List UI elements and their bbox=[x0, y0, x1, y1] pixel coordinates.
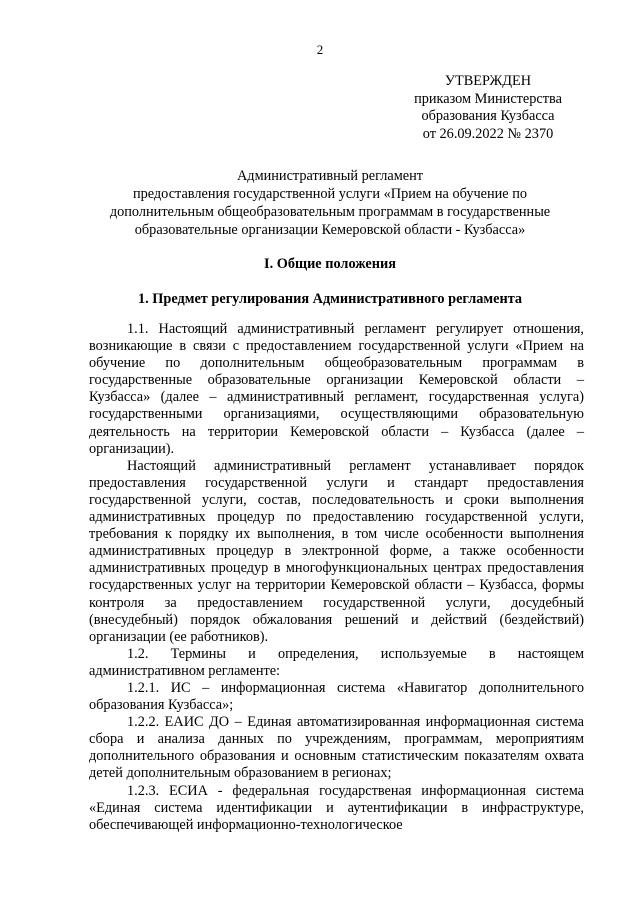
title-line: дополнительным общеобразовательным программам в государственные bbox=[109, 204, 551, 220]
paragraph: 1.2. Термины и определения, используемые в настоящем административном регламенте: bbox=[89, 645, 584, 679]
approval-line: образования Кузбасса bbox=[421, 108, 555, 124]
body-text bbox=[89, 321, 584, 834]
paragraph: 1.2.1. ИС – информационная система «Навигатор дополнительного образования Кузбасса»; bbox=[89, 679, 584, 714]
paragraph: 1.2.3. ЕСИА - федеральная государственая информационная система «Единая система идентификации и аутентификации в инфраструктуре, обеспечивающей информационно-технологическое bbox=[89, 782, 584, 833]
approval-line: приказом Министерства bbox=[414, 90, 562, 107]
approval-stamp bbox=[398, 73, 578, 143]
title-line: образовательные организации Кемеровской области - Кузбасса» bbox=[134, 222, 526, 238]
document-title bbox=[60, 167, 600, 239]
title-line: Административный регламент bbox=[236, 168, 424, 184]
subsection-heading: 1. Предмет регулирования Административного регламента bbox=[137, 291, 523, 307]
approval-line: от 26.09.2022 № 2370 bbox=[422, 125, 554, 142]
section-heading: I. Общие положения bbox=[264, 256, 396, 272]
paragraph: 1.2.2. ЕАИС ДО – Единая автоматизированная информационная система сбора и анализа данных по учреждениям, программам, мероприятиям дополнительного образования и основным статистическим показателям охвата детей дополнительным образованием в регионах; bbox=[89, 714, 584, 782]
paragraph: 1.1. Настоящий административный регламент регулирует отношения, возникающие в связи с предоставлением государственной услуги «Прием на обучение по дополнительным общеобразовательным программам в государственные образовательные организации Кемеровской области – Кузбасса» (далее – административный регламент, государственная услуга) государственными организациями, осуществляющими образовательную деятельность на территории Кемеровской области – Кузбасса (далее – организации). bbox=[89, 321, 584, 457]
paragraph: Настоящий административный регламент устанавливает порядок предоставления государственной услуги и стандарт предоставления государственной услуги, состав, последовательность и сроки выполнения административных процедур по предоставлению государственной услуги, требования к порядку их выполнения, в том числе особенности выполнения административных процедур в электронной форме, а также особенности административных процедур в многофункциональных центрах предоставления государственных услуг на территории Кемеровской области – Кузбасса, формы контроля за предоставлением государственной услуги, досудебный (внесудебный) порядок обжалования решений и действий (бездействий) организации (ее работников). bbox=[89, 457, 584, 645]
title-line: предоставления государственной услуги «Прием на обучение по bbox=[132, 186, 528, 202]
approval-line: УТВЕРЖДЕН bbox=[444, 73, 532, 89]
page-number: 2 bbox=[316, 42, 324, 57]
